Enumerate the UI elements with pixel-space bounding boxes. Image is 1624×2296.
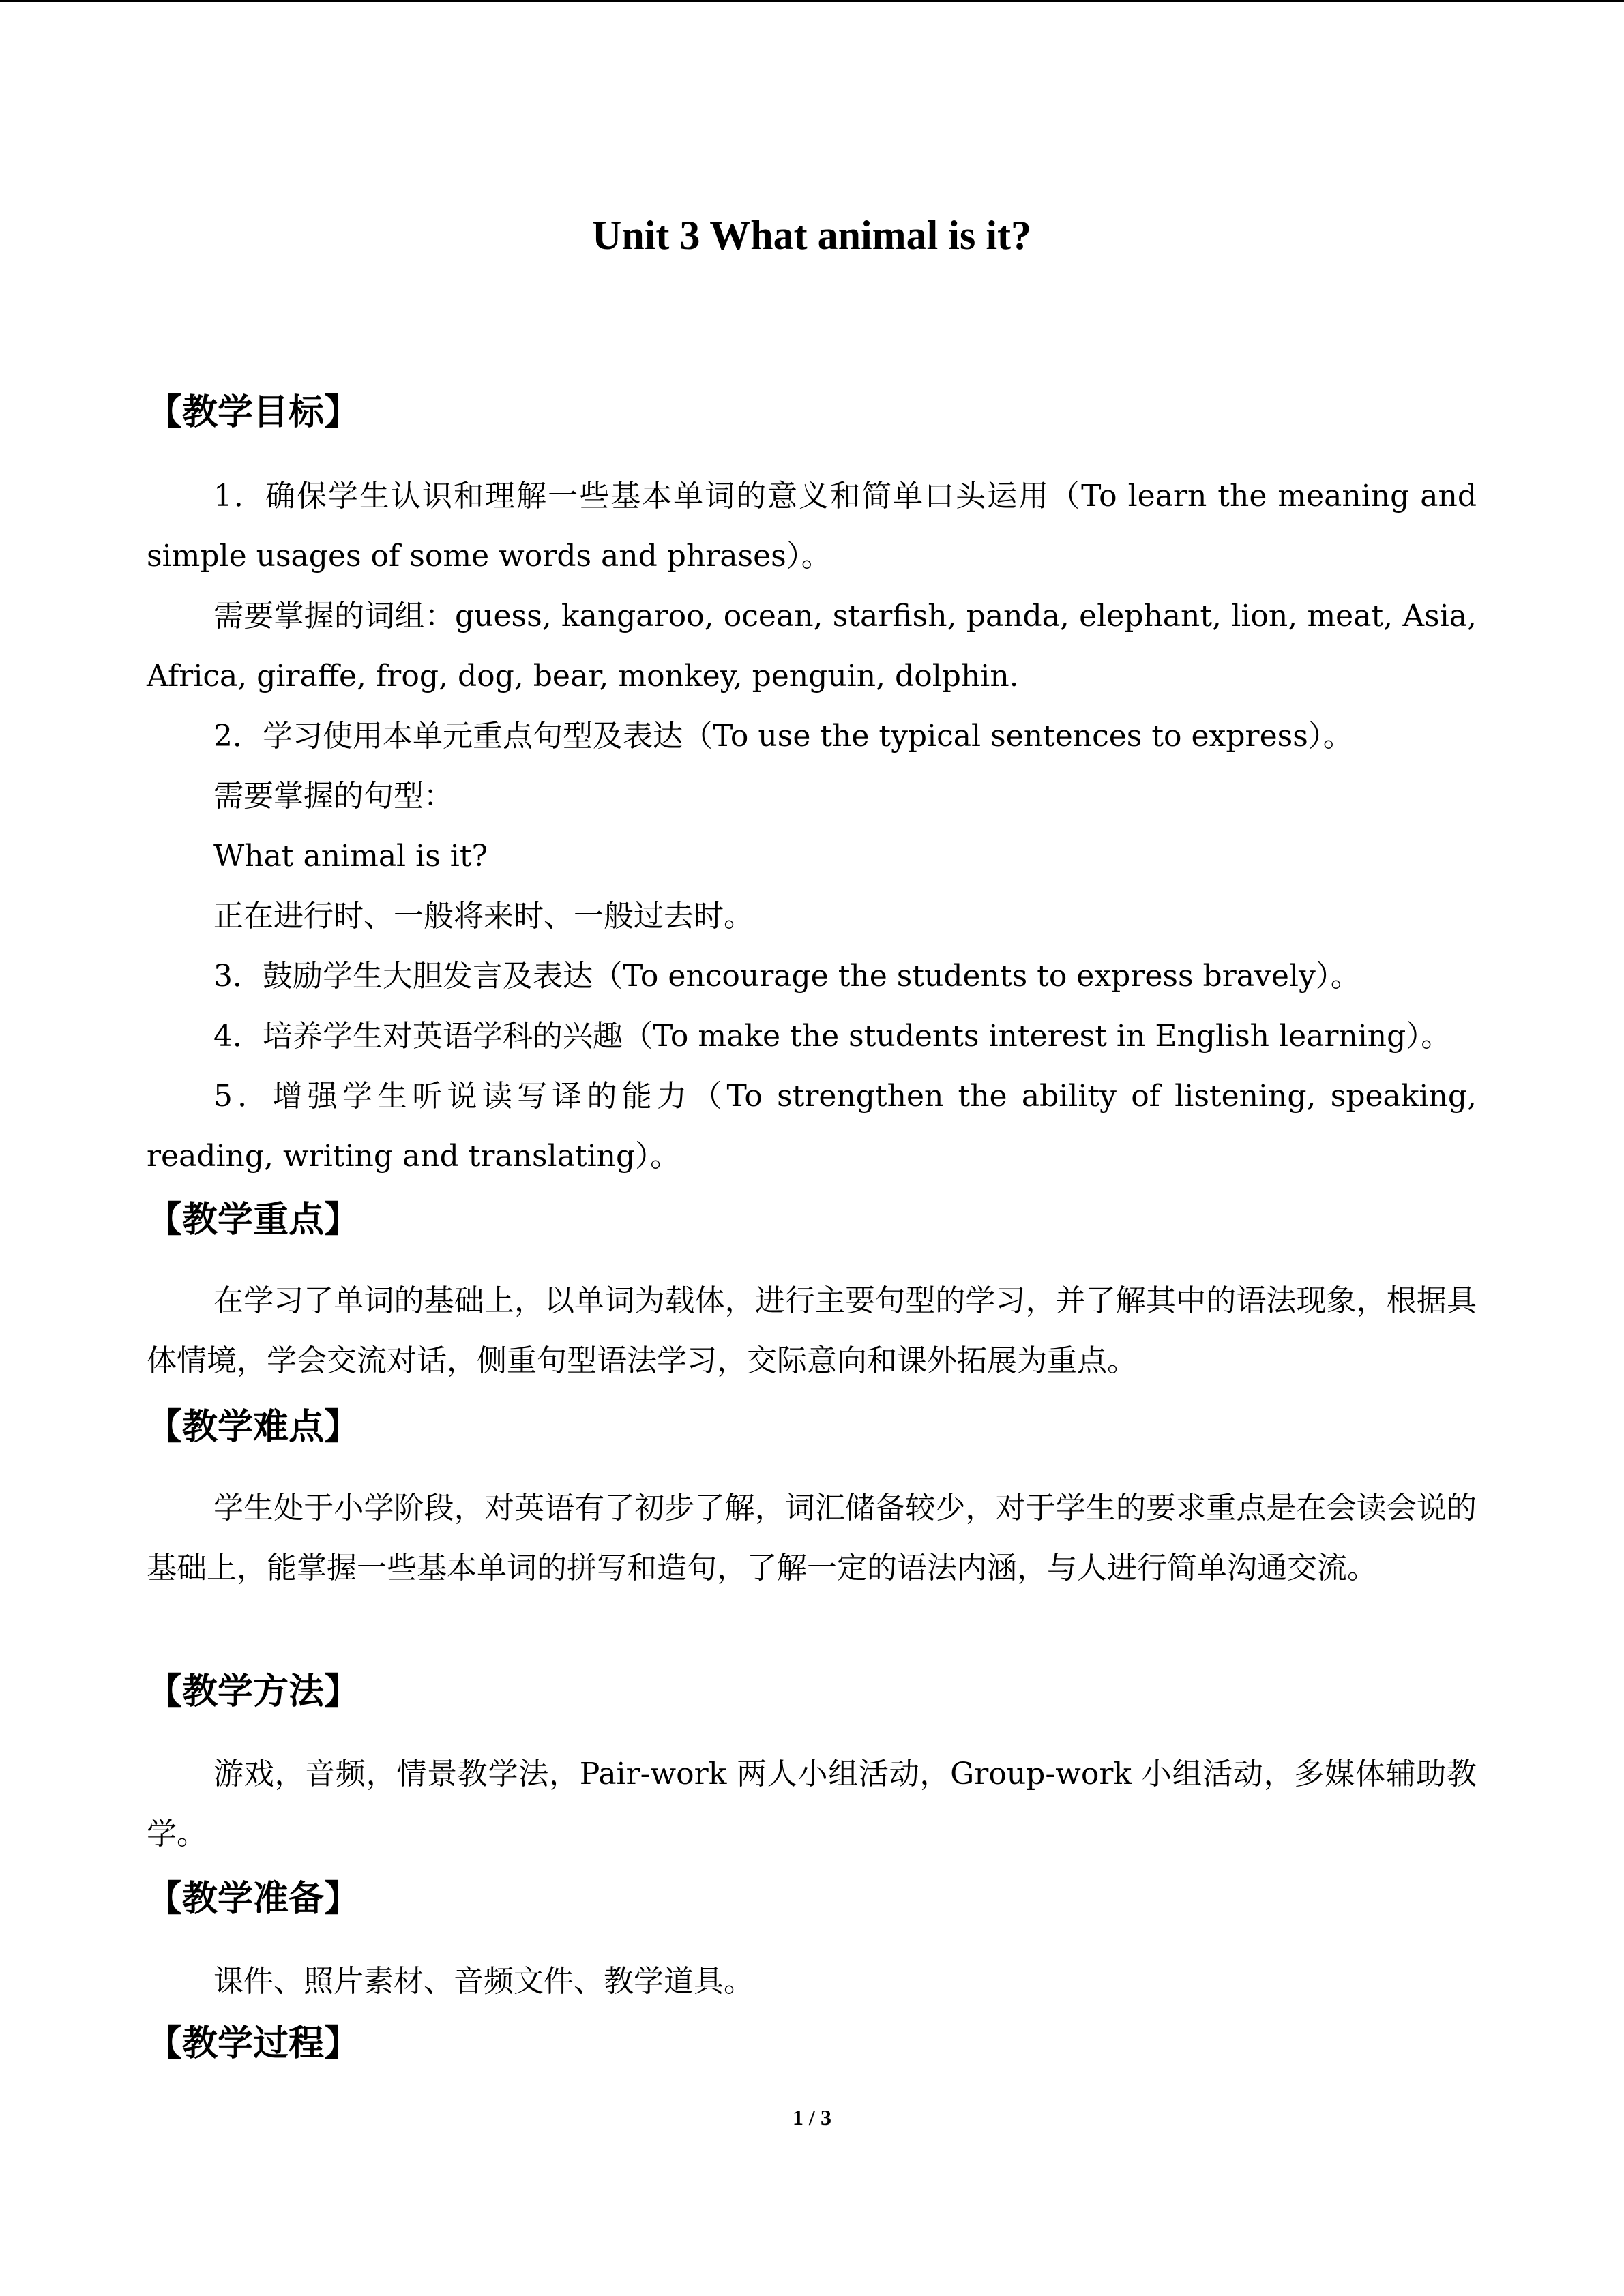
objective-2-sentence: What animal is it? xyxy=(213,839,488,874)
heading-teaching-difficulties: 【教学难点】 xyxy=(147,1407,360,1448)
objective-4: 4．培养学生对英语学科的兴趣（To make the students interest in English learning）。 xyxy=(213,1019,1451,1054)
heading-teaching-preparation: 【教学准备】 xyxy=(147,1879,360,1920)
heading-teaching-process: 【教学过程】 xyxy=(147,2023,360,2064)
heading-teaching-key-points: 【教学重点】 xyxy=(147,1199,360,1240)
objective-1-vocabulary: 需要掌握的词组：guess, kangaroo, ocean, starfish, panda, elephant, lion, meat, Asia, Africa, giraffe, frog, dog, bear, monkey, penguin, dolphin. xyxy=(147,599,1477,694)
objective-3: 3．鼓励学生大胆发言及表达（To encourage the students to express bravely）。 xyxy=(213,959,1361,994)
objective-1: 1．确保学生认识和理解一些基本单词的意义和简单口头运用（To learn the meaning and simple usages of some words and phrases）。 xyxy=(147,479,1477,573)
difficulties-text: 学生处于小学阶段，对英语有了初步了解，词汇储备较少，对于学生的要求重点是在会读会说的基础上，能掌握一些基本单词的拼写和造句，了解一定的语法内涵，与人进行简单沟通交流。 xyxy=(147,1491,1477,1585)
objective-2-tenses: 正在进行时、一般将来时、一般过去时。 xyxy=(213,899,754,934)
key-points-text: 在学习了单词的基础上，以单词为载体，进行主要句型的学习，并了解其中的语法现象，根据具体情境，学会交流对话，侧重句型语法学习，交际意向和课外拓展为重点。 xyxy=(147,1283,1477,1378)
heading-teaching-objectives: 【教学目标】 xyxy=(147,392,360,433)
objective-5: 5．增强学生听说读写译的能力（To strengthen the ability of listening, speaking, reading, writing and translating）。 xyxy=(147,1079,1477,1174)
page-number: 1 / 3 xyxy=(793,2105,831,2130)
heading-teaching-methods: 【教学方法】 xyxy=(147,1671,360,1712)
document-title: Unit 3 What animal is it? xyxy=(592,213,1031,258)
methods-text: 游戏，音频，情景教学法，Pair-work 两人小组活动，Group-work 小组活动，多媒体辅助教学。 xyxy=(147,1757,1477,1851)
preparation-text: 课件、照片素材、音频文件、教学道具。 xyxy=(213,1964,754,1999)
objective-2: 2．学习使用本单元重点句型及表达（To use the typical sentences to express）。 xyxy=(213,719,1353,754)
top-border-line xyxy=(0,0,1624,2)
objective-2-sentence-label: 需要掌握的句型： xyxy=(213,779,454,814)
